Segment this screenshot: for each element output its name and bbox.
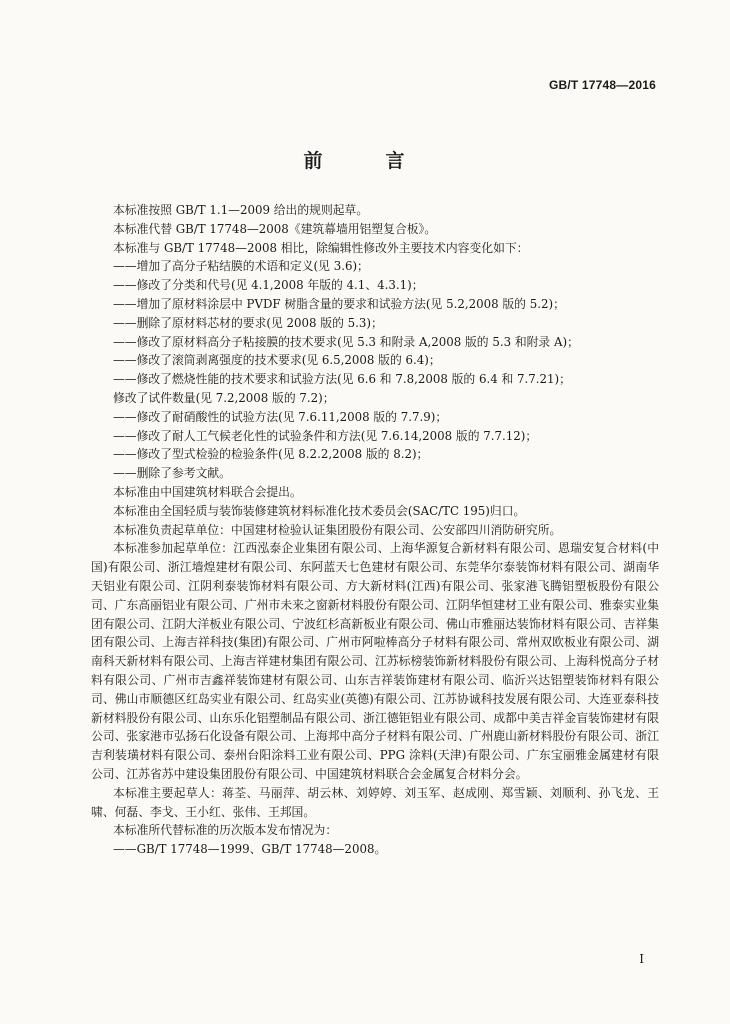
list-item: ——修改了型式检验的检验条件(见 8.2.2,2008 版的 8.2)；	[113, 447, 429, 462]
list-item: ——修改了耐硝酸性的试验方法(见 7.6.11,2008 版的 7.7.9)；	[113, 409, 448, 424]
list-item: ——删除了原材料芯材的要求(见 2008 版的 5.3)；	[113, 315, 383, 330]
page-title: 前 言	[303, 150, 427, 172]
changes-intro-line: 本标准与 GB/T 17748—2008 相比，除编辑性修改外主要技术内容变化如下：	[113, 240, 529, 255]
list-item: ——修改了原材料高分子粘接膜的技术要求(见 5.3 和附录 A,2008 版的 5.3 和附录 A)；	[113, 334, 579, 349]
history-intro-line: 本标准所代替标准的历次版本发布情况为：	[113, 823, 338, 838]
drafting-rule-line: 本标准按照 GB/T 1.1—2009 给出的规则起草。	[113, 203, 369, 217]
participants-paragraph: 本标准参加起草单位：江西泓泰企业集团有限公司、上海华源复合新材料有限公司、恩瑞安复合材料(中国)有限公司、浙江墙煌建材有限公司、东阿蓝天七色建材有限公司、东莞华尔泰装饰材料有限公司、湖南华天铝业有限公司、江阴利泰装饰材料有限公司、方大新材料(江西)有限公司、张家港飞腾铝塑板股份有限公司、广东高丽铝业有限公司、广州市未来之窗新材料股份有限公司、江阴华恒建材工业有限公司、雅泰实业集团有限公司、江阴大洋板业有限公司、宁波红杉高新板业有限公司、佛山市雅丽达装饰材料有限公司、吉祥集团有限公司、上海吉祥科技(集团)有限公司、广州市阿啦棒高分子材料有限公司、常州双欧板业有限公司、湖南科天新材料有限公司、上海吉祥建材集团有限公司、江苏标榜装饰新材料股份有限公司、上海科悦高分子材料有限公司、广州市吉鑫祥装饰建材有限公司、山东吉祥装饰建材有限公司、临沂兴达铝塑装饰材料有限公司、佛山市顺德区红岛实业有限公司、红岛实业(英德)有限公司、江苏协诚科技发展有限公司、大连亚泰科技新材料股份有限公司、山东乐化铝塑制品有限公司、浙江德钜铝业有限公司、成都中美吉祥金盲装饰建材有限公司、张家港市弘扬石化设备有限公司、上海邦中高分子材料有限公司、广州鹿山新材料股份有限公司、浙江吉利装璜材料有限公司、泰州台阳涂料工业有限公司、PPG 涂料(天津)有限公司、广东宝丽雅金属建材有限公司、江苏省苏中建设集团股份有限公司、中国建筑材料联合会金属复合材料分会。	[91, 541, 659, 781]
continuation-text: 改了试件数量(见 7.2,2008 版的 7.2)；	[124, 390, 335, 405]
list-item: ——修改了滚筒剥离强度的技术要求(见 6.5,2008 版的 6.4)；	[113, 353, 441, 368]
replaces-line: 本标准代替 GB/T 17748—2008《建筑幕墙用铝塑复合板》。	[113, 221, 437, 236]
proposer-line: 本标准由中国建筑材料联合会提出。	[113, 484, 302, 499]
list-item: ——修改了分类和代号(见 4.1,2008 年版的 4.1、4.3.1)；	[113, 278, 424, 293]
page-number: I	[639, 952, 644, 966]
list-item-continuation	[113, 389, 659, 408]
list-item: ——修改了燃烧性能的技术要求和试验方法(见 6.6 和 7.8,2008 版的 6.4 和 7.7.21)；	[113, 372, 571, 387]
standard-code: GB/T 17748—2016	[548, 78, 656, 92]
preface-body	[91, 201, 659, 859]
continuation-prefix: 修	[113, 390, 125, 405]
list-item: ——增加了高分子粘结膜的术语和定义(见 3.6)；	[113, 259, 369, 274]
list-item: ——删除了参考文献。	[113, 466, 231, 481]
changes-list	[113, 257, 659, 483]
list-item: ——修改了耐人工气候老化性的试验条件和方法(见 7.6.14,2008 版的 7.7.12)；	[113, 428, 538, 443]
list-item: ——增加了原材料涂层中 PVDF 树脂含量的要求和试验方法(见 5.2,2008 版的 5.2)；	[113, 296, 565, 311]
lead-drafter-line: 本标准负责起草单位：中国建材检验认证集团股份有限公司、公安部四川消防研究所。	[113, 522, 562, 537]
drafters-paragraph: 本标准主要起草人：蒋荃、马丽萍、胡云林、刘婷婷、刘玉军、赵成刚、郑雪颖、刘顺利、孙飞龙、王啸、何磊、李戈、王小红、张伟、王邦国。	[91, 785, 659, 819]
committee-line: 本标准由全国轻质与装饰装修建筑材料标准化技术委员会(SAC/TC 195)归口。	[113, 503, 526, 518]
history-list-item: ——GB/T 17748—1999、GB/T 17748—2008。	[113, 842, 387, 857]
